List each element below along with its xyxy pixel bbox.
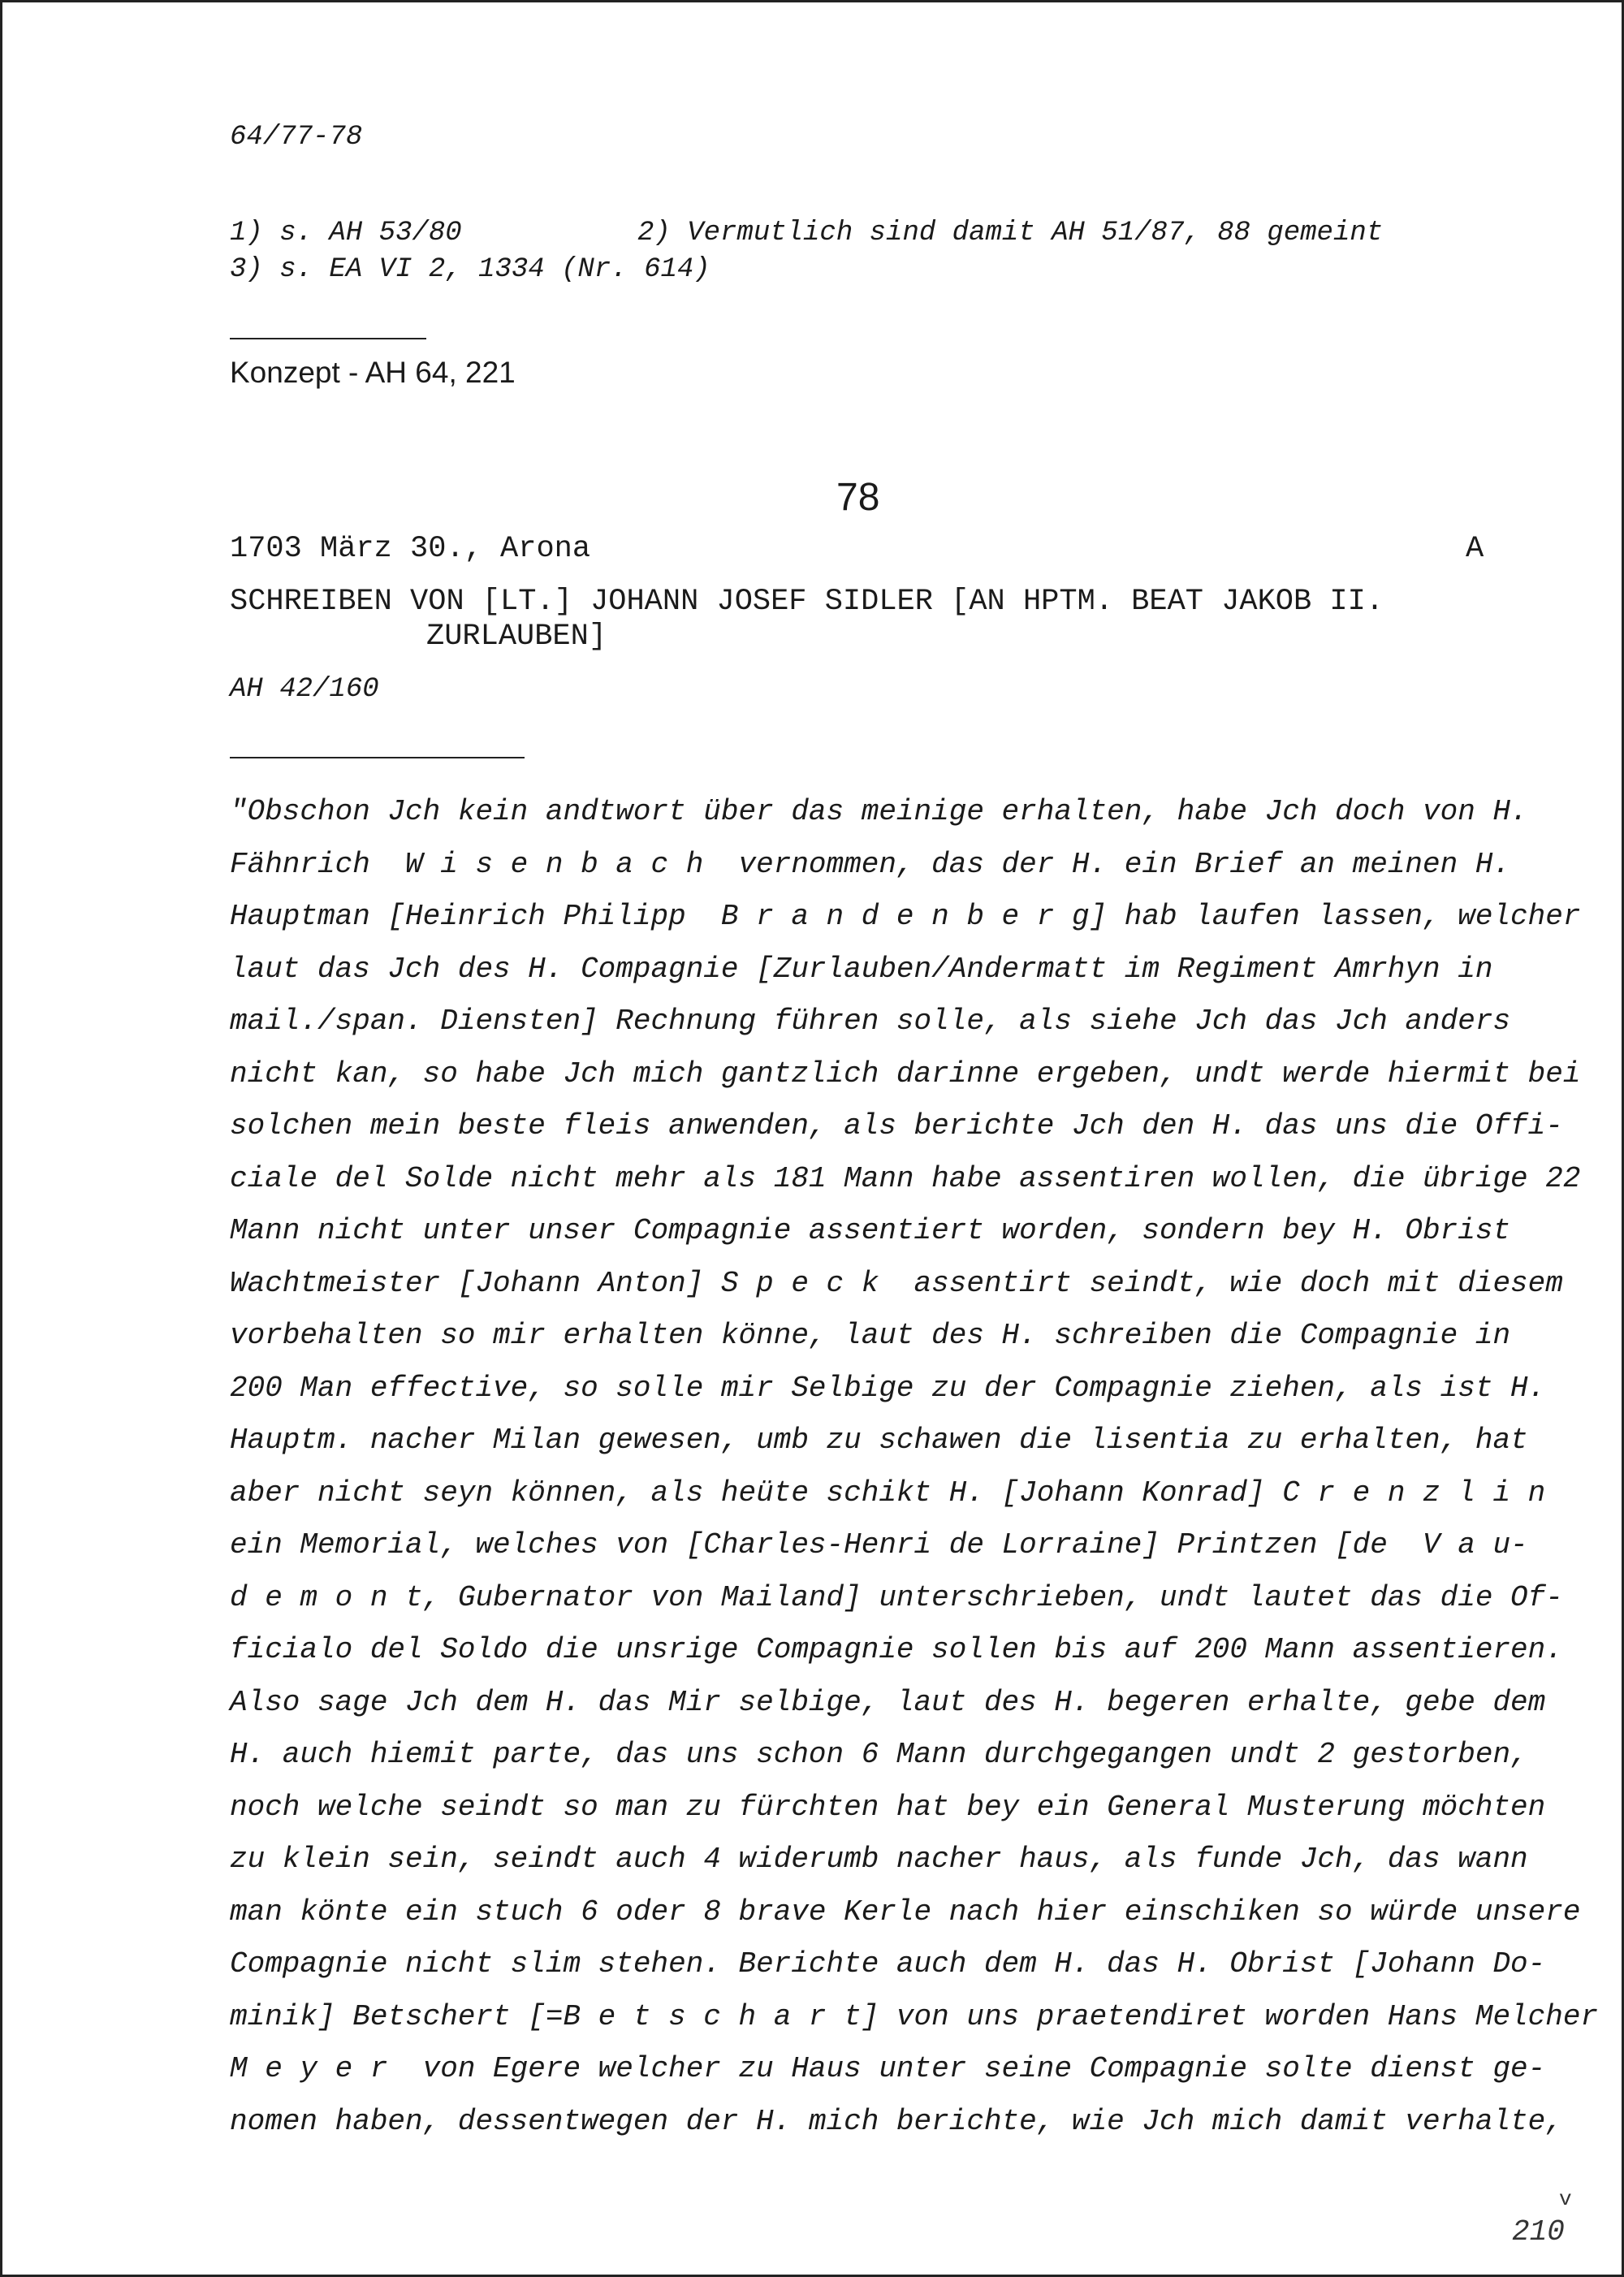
body-line: aber nicht seyn können, als heüte schikt H. [Johann Konrad] C r e n z l i n [230,1476,1546,1510]
body-line: H. auch hiemit parte, das uns schon 6 Mann durchgegangen undt 2 gestorben, [230,1738,1528,1771]
body-line: nomen haben, dessentwegen der H. mich berichte, wie Jch mich damit verhalte, [230,2104,1563,2138]
body-line: "Obschon Jch kein andtwort über das meinige erhalten, habe Jch doch von H. [230,795,1528,828]
footnote-1: 1) s. AH 53/80 [230,218,462,248]
body-line: Hauptm. nacher Milan gewesen, umb zu schawen die lisentia zu erhalten, hat [230,1424,1528,1457]
body-line: ciale del Solde nicht mehr als 181 Mann habe assentiren wollen, die übrige 22 [230,1161,1581,1195]
body-line: Hauptman [Heinrich Philipp B r a n d e n b e r g] hab laufen lassen, welcher [230,900,1581,933]
page-stamp-mark: v [1559,2187,1572,2211]
body-line: M e y e r von Egere welcher zu Haus unter seine Compagnie solte dienst ge- [230,2052,1546,2085]
body-line: Fähnrich W i s e n b a c h vernommen, das der H. ein Brief an meinen H. [230,847,1511,881]
body-line: mail./span. Diensten] Rechnung führen solle, als siehe Jch das Jch anders [230,1005,1511,1038]
body-line: nicht kan, so habe Jch mich gantzlich darinne ergeben, undt werde hiermit bei [230,1056,1581,1091]
body-line: d e m o n t, Gubernator von Mailand] unterschrieben, undt lautet das die Of- [230,1580,1563,1614]
body-line: Compagnie nicht slim stehen. Berichte auch dem H. das H. Obrist [Johann Do- [230,1947,1546,1981]
page-number-stamp: 210 [1512,2215,1565,2249]
body-divider [230,757,525,758]
document-number: 78 [836,476,880,519]
body-line: 200 Man effective, so solle mir Selbige zu der Compagnie ziehen, als ist H. [230,1371,1546,1405]
footnote-2: 2) Vermutlich sind damit AH 51/87, 88 gemeint [637,218,1384,248]
body-line: Wachtmeister [Johann Anton] S p e c k assentirt seindt, wie doch mit diesem [230,1266,1563,1300]
body-line: man könte ein stuch 6 oder 8 brave Kerle nach hier einschiken so würde unsere [230,1895,1581,1929]
body-line: vorbehalten so mir erhalten könne, laut des H. schreiben die Compagnie in [230,1319,1511,1352]
konzept-reference: Konzept - AH 64, 221 [230,356,516,389]
document-title-line-2: ZURLAUBEN] [426,620,607,654]
body-line: Mann nicht unter unser Compagnie assentiert worden, sondern bey H. Obrist [230,1214,1511,1247]
page-sigle: 64/77-78 [230,122,363,153]
footnote-3: 3) s. EA VI 2, 1334 (Nr. 614) [230,254,710,285]
body-line: ficialo del Soldo die unsrige Compagnie sollen bis auf 200 Mann assentieren. [230,1633,1563,1666]
body-line: ein Memorial, welches von [Charles-Henri de Lorraine] Printzen [de V a u- [230,1528,1528,1562]
footnote-divider [230,338,426,339]
archive-reference: AH 42/160 [230,674,379,705]
page-border-top [0,0,1624,2]
body-line: zu klein sein, seindt auch 4 widerumb nacher haus, als funde Jch, das wann [230,1843,1528,1876]
body-line: minik] Betschert [=B e t s c h a r t] von uns praetendiret worden Hans Melcher [230,1999,1599,2033]
body-line: noch welche seindt so man zu fürchten hat bey ein General Musterung möchten [230,1790,1546,1824]
document-title-line-1: SCHREIBEN VON [LT.] JOHANN JOSEF SIDLER [AN HPTM. BEAT JAKOB II. [230,585,1384,619]
page-border-left [0,0,2,2277]
body-line: Also sage Jch dem H. das Mir selbige, laut des H. begeren erhalte, gebe dem [230,1685,1546,1719]
document-date-place: 1703 März 30., Arona [230,532,591,566]
letter-body [230,786,1599,2148]
document-letter-code: A [1466,532,1484,566]
body-line: solchen mein beste fleis anwenden, als berichte Jch den H. das uns die Offi- [230,1109,1563,1143]
body-line: laut das Jch des H. Compagnie [Zurlauben/Andermatt im Regiment Amrhyn in [230,952,1493,986]
